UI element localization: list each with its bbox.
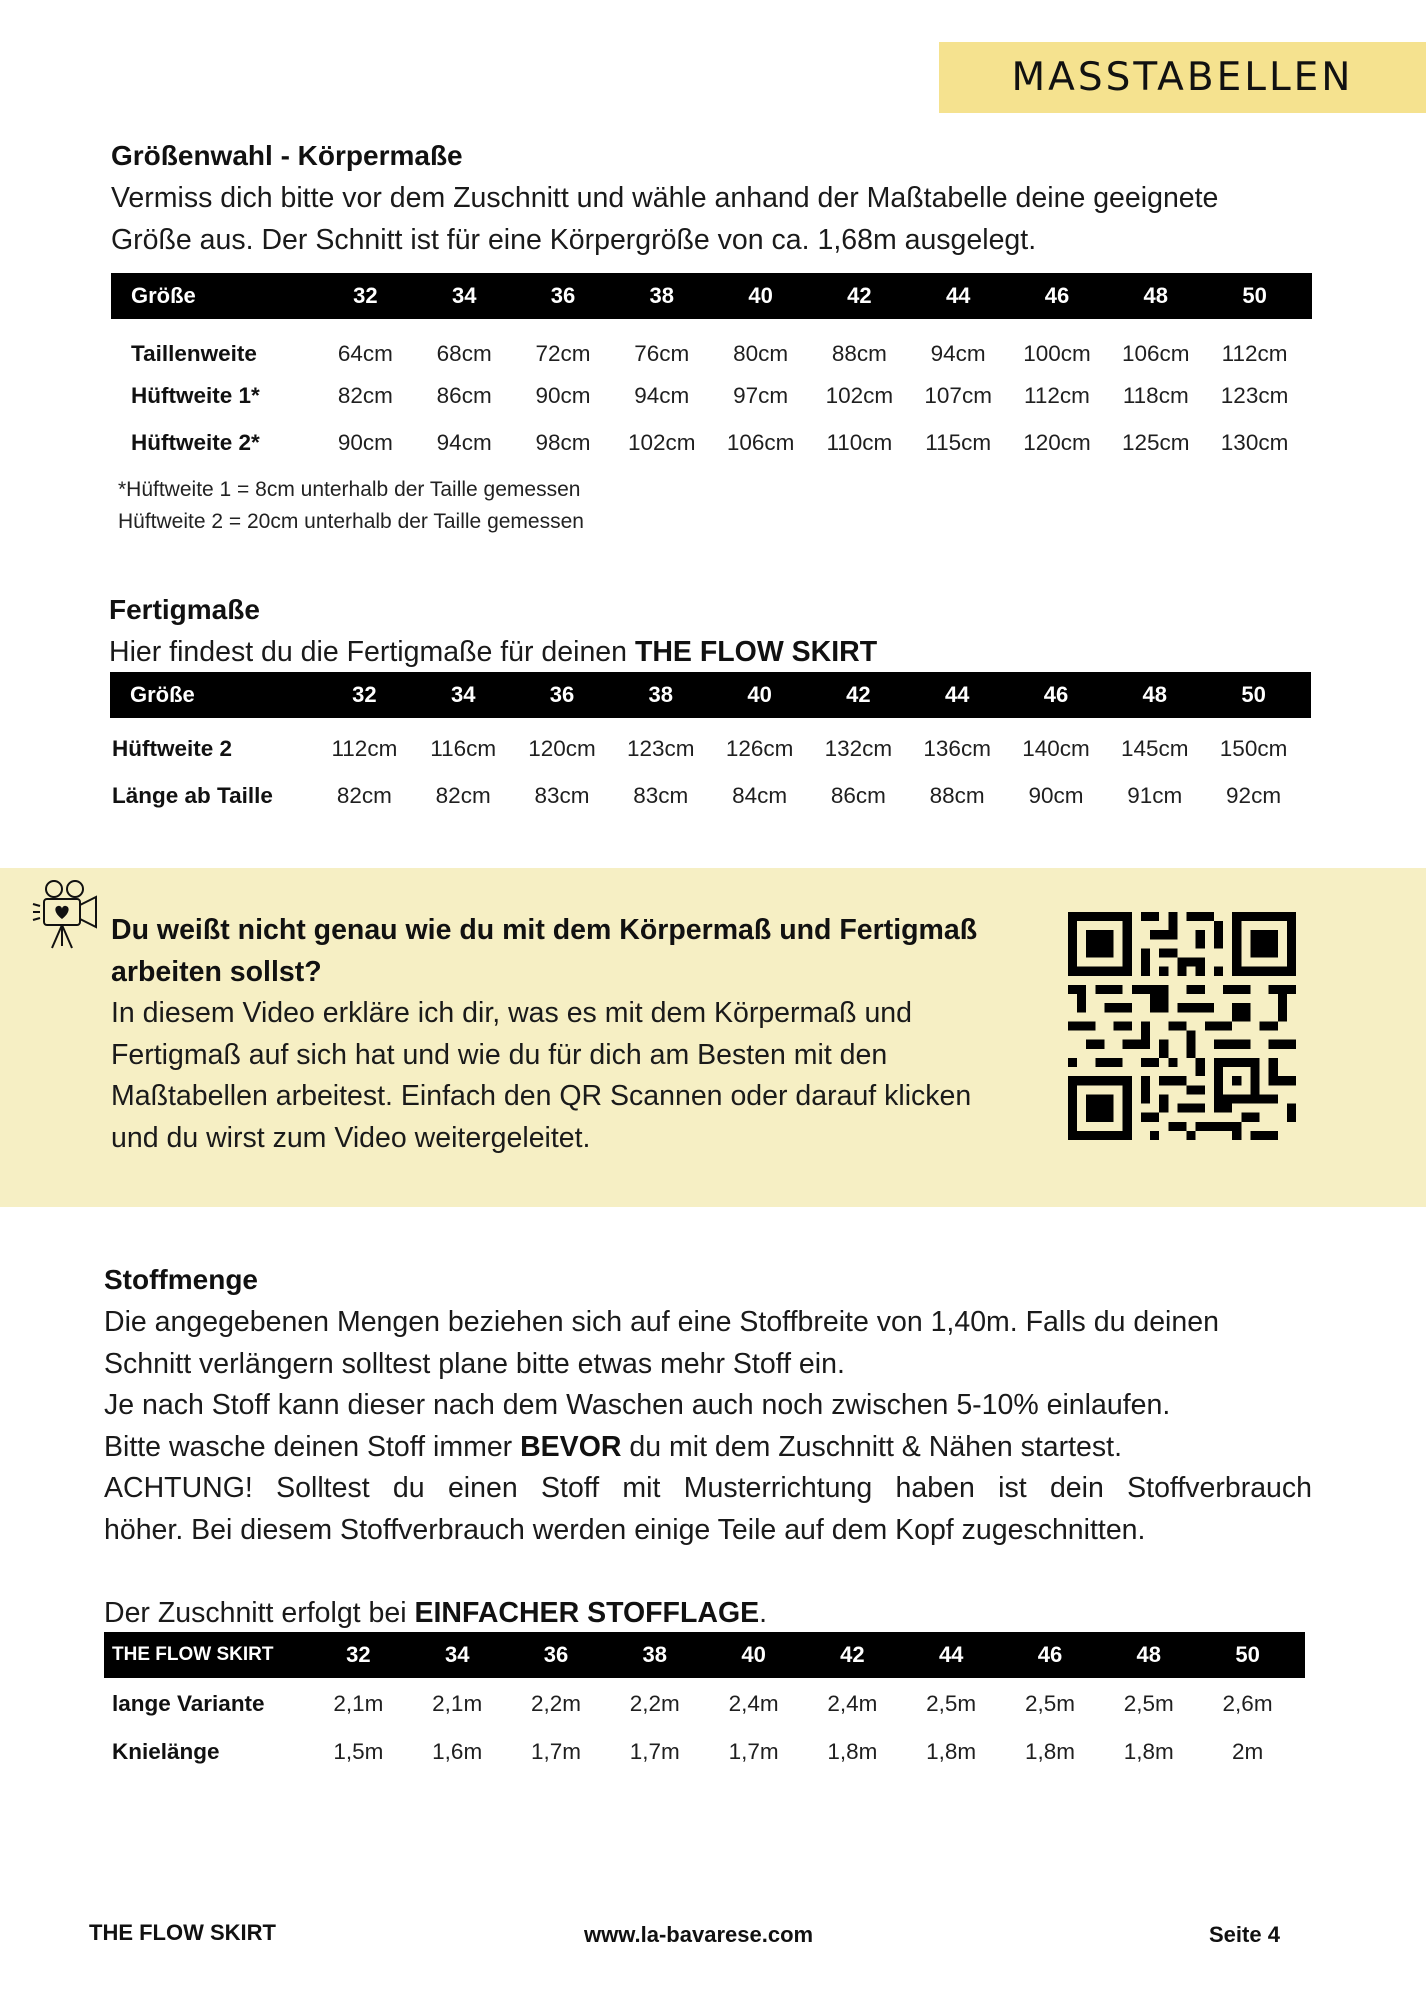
footnote-line: Hüftweite 2 = 20cm unterhalb der Taille gemessen <box>118 510 584 533</box>
table-koerpermasse <box>111 273 1312 469</box>
table-cell: 140cm <box>1022 736 1090 761</box>
table-cell: 80cm <box>733 341 789 366</box>
table-cell: 98cm <box>535 430 591 455</box>
section-body-stoffmenge <box>104 1302 1312 1551</box>
table-cell: 64cm <box>337 341 393 366</box>
table-cell: 106cm <box>1122 341 1190 366</box>
table-cell: 83cm <box>633 783 689 808</box>
size-header: 46 <box>1043 682 1069 707</box>
body-text: Bitte wasche deinen Stoff immer <box>104 1430 521 1463</box>
table-fertigmasse <box>110 672 1311 820</box>
table-stoffmenge <box>104 1632 1305 1778</box>
body-line: ACHTUNG! Solltest du einen Stoff mit Musterrichtung haben ist dein Stoffverbrauch <box>104 1472 1312 1504</box>
info-question-line: Du weißt nicht genau wie du mit dem Körpermaß und Fertigmaß <box>111 914 978 946</box>
table-cell: 150cm <box>1219 736 1288 761</box>
table-cell: 112cm <box>1221 341 1288 366</box>
table-cell: 130cm <box>1220 430 1289 455</box>
size-header: 48 <box>1143 283 1169 308</box>
size-header: 32 <box>353 283 378 308</box>
row-label: Länge ab Taille <box>112 783 273 808</box>
size-header: 44 <box>945 283 971 308</box>
size-header: 50 <box>1242 283 1267 308</box>
table-cell: 102cm <box>628 430 696 455</box>
table-cell: 136cm <box>923 736 991 761</box>
size-header: 32 <box>346 1642 371 1667</box>
video-info-box <box>0 868 1426 1207</box>
table-cell: 2,2m <box>530 1691 581 1716</box>
section-title-fertigmasse: Fertigmaße <box>109 594 260 625</box>
table-cell: 2,1m <box>432 1691 483 1716</box>
size-header: 46 <box>1044 283 1070 308</box>
table-cell: 1,8m <box>1123 1739 1174 1764</box>
table-header-row <box>110 672 1311 718</box>
table-row <box>104 1726 1305 1778</box>
body-text: du mit dem Zuschnitt & Nähen startest. <box>621 1430 1122 1463</box>
table-row <box>110 772 1311 820</box>
size-header: 32 <box>352 682 377 707</box>
info-body-line: In diesem Video erkläre ich dir, was es mit dem Körpermaß und <box>111 997 912 1029</box>
qr-code-icon[interactable] <box>1068 912 1296 1140</box>
table-cell: 90cm <box>337 430 393 455</box>
size-header: 38 <box>642 1642 668 1667</box>
table-cell: 120cm <box>1023 430 1091 455</box>
table-row <box>110 726 1311 772</box>
table-cell: 126cm <box>725 736 794 761</box>
table-cell: 125cm <box>1122 430 1190 455</box>
size-header: 36 <box>549 682 575 707</box>
cut-text: Der Zuschnitt erfolgt bei <box>104 1597 415 1629</box>
table-cell: 2,5m <box>1123 1691 1174 1716</box>
table-cell: 82cm <box>336 783 392 808</box>
table-row <box>104 1682 1305 1726</box>
section-intro-koerpermasse <box>111 178 1351 261</box>
size-header: 42 <box>847 283 872 308</box>
cut-emphasis: EINFACHER STOFFLAGE <box>414 1597 760 1629</box>
table-cell: 72cm <box>535 341 591 366</box>
info-body-line: Fertigmaß auf sich hat und wie du für dich am Besten mit den <box>111 1038 888 1071</box>
body-line: Schnitt verlängern solltest plane bitte etwas mehr Stoff ein. <box>104 1347 845 1380</box>
section-intro-fertigmasse <box>109 632 877 674</box>
table-cell: 1,8m <box>1024 1739 1075 1764</box>
table-cell: 2,5m <box>926 1691 977 1716</box>
table-cell: 112cm <box>1024 383 1090 408</box>
table-header-row <box>111 273 1312 319</box>
size-header: 34 <box>451 283 477 308</box>
table-cell: 145cm <box>1121 736 1189 761</box>
page-header-badge <box>939 42 1426 113</box>
table-cell: 76cm <box>634 341 690 366</box>
table-cell: 1,8m <box>926 1739 977 1764</box>
table-cell: 100cm <box>1023 341 1091 366</box>
table-cell: 2,6m <box>1222 1691 1273 1716</box>
table-cell: 1,7m <box>530 1739 581 1764</box>
table-cell: 94cm <box>930 341 986 366</box>
size-header: 40 <box>748 283 773 308</box>
video-info-text <box>111 910 1031 1159</box>
intro-line: Größe aus. Der Schnitt ist für eine Körpergröße von ca. 1,68m ausgelegt. <box>111 223 1037 256</box>
table-cell: 1,7m <box>629 1739 680 1764</box>
footer-product: THE FLOW SKIRT <box>89 1920 276 1945</box>
size-header: 50 <box>1235 1642 1260 1667</box>
table-row <box>111 333 1312 375</box>
size-header: 42 <box>840 1642 865 1667</box>
row-label: Hüftweite 1* <box>131 383 260 408</box>
section-title-koerpermasse: Größenwahl - Körpermaße <box>111 140 463 171</box>
table-cell: 97cm <box>733 383 789 408</box>
table-row <box>111 375 1312 417</box>
table-cell: 86cm <box>830 783 886 808</box>
table-cell: 1,8m <box>827 1739 878 1764</box>
table-cell: 68cm <box>436 341 492 366</box>
table-header-row <box>104 1632 1305 1678</box>
table-cell: 132cm <box>824 736 893 761</box>
size-header: 48 <box>1142 682 1168 707</box>
size-header: 34 <box>450 682 476 707</box>
table-cell: 82cm <box>337 383 393 408</box>
table-cell: 1,7m <box>728 1739 779 1764</box>
table-header-label: Größe <box>130 682 195 707</box>
size-header: 50 <box>1241 682 1266 707</box>
size-header: 42 <box>846 682 871 707</box>
row-label: Taillenweite <box>131 341 257 366</box>
size-header: 40 <box>741 1642 766 1667</box>
intro-text: Hier findest du die Fertigmaße für deinen <box>109 636 635 668</box>
size-header: 40 <box>747 682 772 707</box>
size-header: 44 <box>944 682 970 707</box>
table-cell: 107cm <box>924 383 992 408</box>
body-emphasis: BEVOR <box>520 1430 622 1463</box>
table-cell: 2,1m <box>333 1691 384 1716</box>
row-label: Knielänge <box>112 1739 220 1764</box>
table-cell: 86cm <box>436 383 492 408</box>
table-cell: 90cm <box>535 383 591 408</box>
table-cell: 88cm <box>831 341 887 366</box>
info-body-line: Maßtabellen arbeitest. Einfach den QR Scannen oder darauf klicken <box>111 1080 972 1112</box>
table-header-label: Größe <box>131 283 196 308</box>
table-cell: 112cm <box>331 736 398 761</box>
footnote-line: *Hüftweite 1 = 8cm unterhalb der Taille gemessen <box>118 478 581 501</box>
size-header: 36 <box>543 1642 569 1667</box>
table-cell: 106cm <box>726 430 795 455</box>
table-cell: 94cm <box>634 383 690 408</box>
size-header: 36 <box>550 283 576 308</box>
table-cell: 84cm <box>732 783 788 808</box>
video-camera-heart-icon <box>30 876 102 954</box>
size-header: 46 <box>1037 1642 1063 1667</box>
body-line: Je nach Stoff kann dieser nach dem Waschen auch noch zwischen 5-10% einlaufen. <box>104 1389 1171 1421</box>
cut-instruction <box>104 1593 767 1635</box>
table-cell: 1,6m <box>432 1739 483 1764</box>
cut-text: . <box>759 1597 768 1629</box>
footer-website-link[interactable]: www.la-bavarese.com <box>584 1922 814 1947</box>
table-cell: 110cm <box>826 430 893 455</box>
table-cell: 102cm <box>825 383 894 408</box>
table-cell: 116cm <box>430 736 497 761</box>
table-cell: 118cm <box>1122 383 1189 408</box>
row-label: lange Variante <box>112 1691 265 1716</box>
body-line <box>104 1427 1312 1469</box>
intro-line: Vermiss dich bitte vor dem Zuschnitt und wähle anhand der Maßtabelle deine geeignete <box>111 182 1219 214</box>
row-label: Hüftweite 2 <box>112 736 233 761</box>
table-cell: 90cm <box>1028 783 1084 808</box>
table-header-label: THE FLOW SKIRT <box>112 1644 274 1665</box>
table-cell: 91cm <box>1127 783 1183 808</box>
table-cell: 82cm <box>435 783 491 808</box>
table-cell: 1,5m <box>333 1739 384 1764</box>
table-cell: 88cm <box>929 783 985 808</box>
table-cell: 115cm <box>925 430 992 455</box>
row-label: Hüftweite 2* <box>131 430 260 455</box>
table-cell: 123cm <box>1220 383 1289 408</box>
size-header: 34 <box>444 1642 470 1667</box>
info-body-line: und du wirst zum Video weitergeleitet. <box>111 1121 591 1154</box>
table-cell: 2,5m <box>1024 1691 1075 1716</box>
table-cell: 2,2m <box>629 1691 680 1716</box>
table-cell: 2m <box>1231 1739 1264 1764</box>
size-header: 44 <box>938 1642 964 1667</box>
size-header: 38 <box>648 682 674 707</box>
table-cell: 92cm <box>1226 783 1282 808</box>
size-header: 48 <box>1136 1642 1162 1667</box>
footer-page-number: Seite 4 <box>1209 1922 1280 1947</box>
section-title-stoffmenge: Stoffmenge <box>104 1264 258 1295</box>
info-question-line: arbeiten sollst? <box>111 955 322 988</box>
footnote <box>118 474 584 538</box>
body-line: Die angegebenen Mengen beziehen sich auf eine Stoffbreite von 1,40m. Falls du deinen <box>104 1306 1219 1338</box>
table-row <box>111 417 1312 469</box>
page-title: MASSTABELLEN <box>1011 55 1354 100</box>
body-line: höher. Bei diesem Stoffverbrauch werden einige Teile auf dem Kopf zugeschnitten. <box>104 1513 1146 1546</box>
table-cell: 123cm <box>627 736 695 761</box>
table-cell: 94cm <box>436 430 492 455</box>
table-cell: 120cm <box>528 736 596 761</box>
table-cell: 2,4m <box>728 1691 779 1716</box>
table-cell: 2,4m <box>827 1691 878 1716</box>
intro-product-name: THE FLOW SKIRT <box>634 636 878 668</box>
size-header: 38 <box>649 283 675 308</box>
table-cell: 83cm <box>534 783 590 808</box>
